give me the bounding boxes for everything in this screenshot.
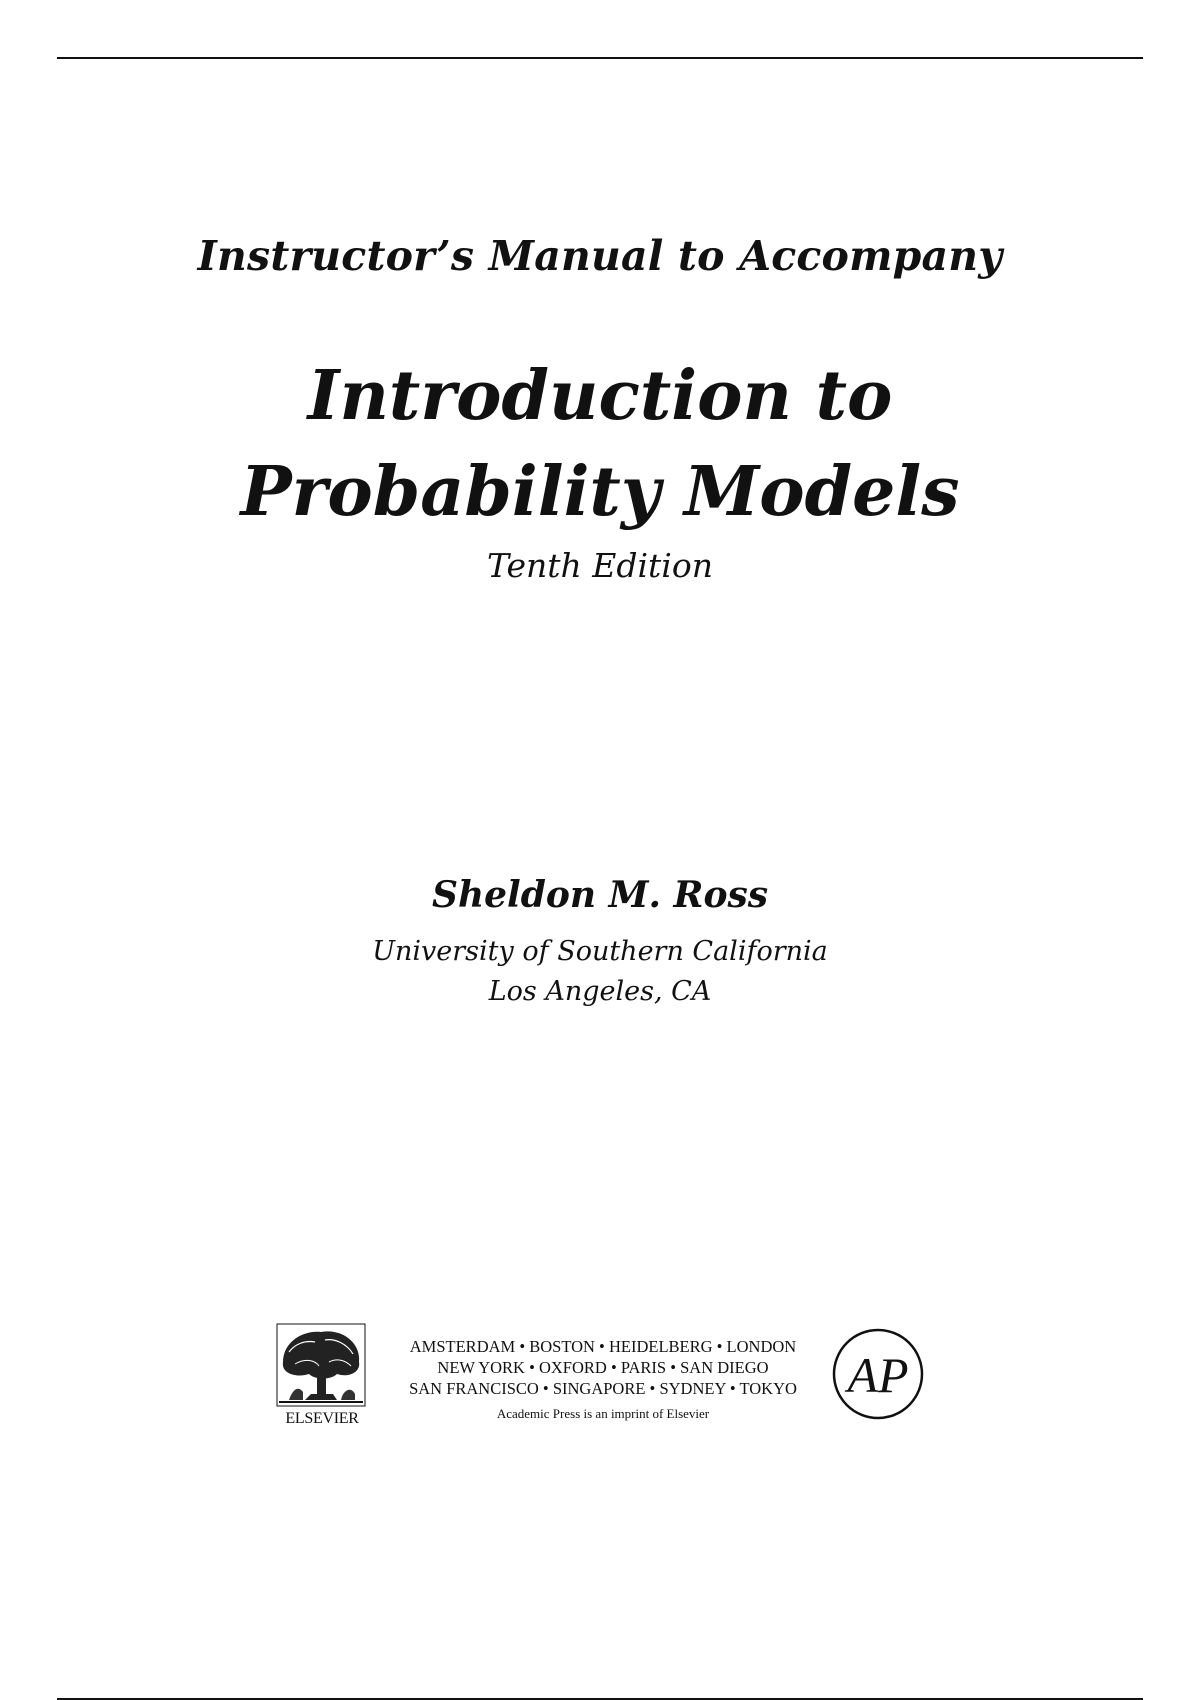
publisher-block bbox=[275, 1318, 935, 1430]
elsevier-wordmark: ELSEVIER bbox=[285, 1410, 359, 1427]
ap-logo-letters: AP bbox=[847, 1347, 909, 1403]
accompany-line: Instructor’s Manual to Accompany bbox=[197, 232, 1003, 280]
author-affiliation bbox=[0, 932, 1200, 1012]
edition-label: Tenth Edition bbox=[487, 546, 713, 585]
academic-press-logo-icon bbox=[830, 1326, 926, 1422]
elsevier-tree-icon bbox=[275, 1322, 367, 1426]
cities-line-1: AMSTERDAM • BOSTON • HEIDELBERG • LONDON bbox=[409, 1337, 797, 1356]
imprint-note: Academic Press is an imprint of Elsevier bbox=[496, 1406, 710, 1421]
cities-line-2: NEW YORK • OXFORD • PARIS • SAN DIEGO bbox=[437, 1358, 769, 1377]
book-title bbox=[0, 348, 1200, 540]
cities-line-3: SAN FRANCISCO • SINGAPORE • SYDNEY • TOKYO bbox=[409, 1379, 797, 1398]
affiliation-line-2: Los Angeles, CA bbox=[488, 976, 712, 1007]
title-line-1: Introduction to bbox=[307, 356, 893, 436]
author-name: Sheldon M. Ross bbox=[431, 874, 769, 916]
title-line-2: Probability Models bbox=[240, 452, 960, 532]
top-rule bbox=[57, 57, 1143, 59]
publisher-cities bbox=[397, 1336, 809, 1424]
affiliation-line-1: University of Southern California bbox=[372, 936, 828, 967]
